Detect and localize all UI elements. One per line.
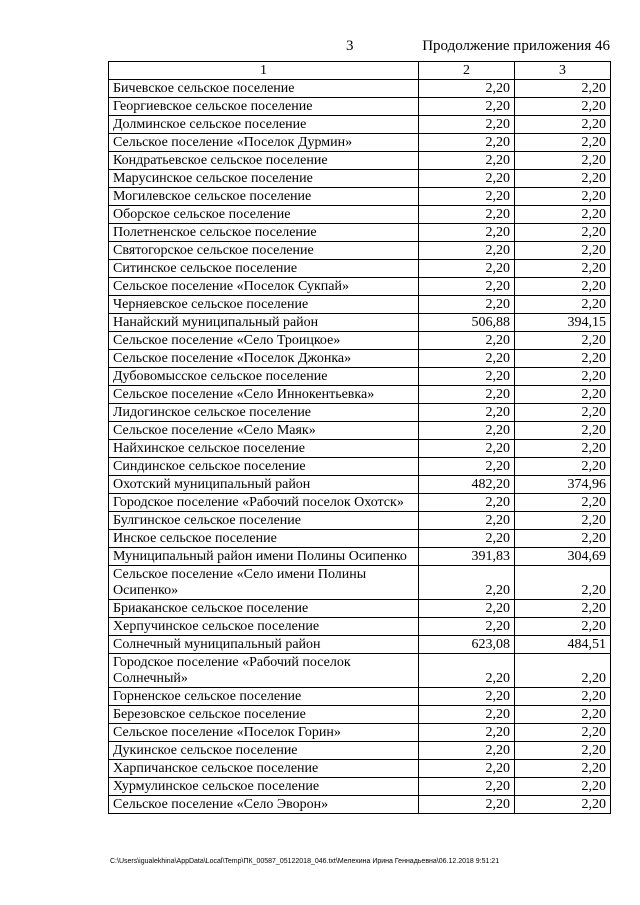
table-row — [109, 706, 611, 724]
cell-value-2: 2,20 — [419, 224, 515, 242]
cell-value-3: 2,20 — [515, 706, 611, 724]
cell-value-2: 2,20 — [419, 170, 515, 188]
cell-value-2: 2,20 — [419, 206, 515, 224]
cell-value-2: 2,20 — [419, 458, 515, 476]
cell-value-2: 2,20 — [419, 98, 515, 116]
table-row — [109, 116, 611, 134]
cell-name: Охотский муниципальный район — [109, 476, 419, 494]
cell-value-3: 2,20 — [515, 188, 611, 206]
cell-name: Сельское поселение «Поселок Сукпай» — [109, 278, 419, 296]
cell-value-3: 2,20 — [515, 422, 611, 440]
cell-value-3: 2,20 — [515, 530, 611, 548]
cell-name: Сельское поселение «Поселок Горин» — [109, 724, 419, 742]
cell-name: Горненское сельское поселение — [109, 688, 419, 706]
cell-name: Георгиевское сельское поселение — [109, 98, 419, 116]
table-row — [109, 422, 611, 440]
cell-value-3: 2,20 — [515, 440, 611, 458]
cell-value-3: 2,20 — [515, 724, 611, 742]
cell-name: Найхинское сельское поселение — [109, 440, 419, 458]
cell-name: Ситинское сельское поселение — [109, 260, 419, 278]
cell-value-2: 2,20 — [419, 494, 515, 512]
table-row — [109, 654, 611, 688]
table-row — [109, 188, 611, 206]
cell-value-2: 2,20 — [419, 404, 515, 422]
cell-value-2: 2,20 — [419, 742, 515, 760]
cell-name: Сельское поселение «Село Иннокентьевка» — [109, 386, 419, 404]
table-row — [109, 314, 611, 332]
cell-name: Солнечный муниципальный район — [109, 636, 419, 654]
cell-name: Березовское сельское поселение — [109, 706, 419, 724]
cell-value-3: 2,20 — [515, 404, 611, 422]
table-row — [109, 332, 611, 350]
cell-value-3: 2,20 — [515, 224, 611, 242]
table-row — [109, 152, 611, 170]
cell-value-2: 2,20 — [419, 706, 515, 724]
cell-value-2: 2,20 — [419, 368, 515, 386]
cell-value-2: 2,20 — [419, 530, 515, 548]
table-row — [109, 688, 611, 706]
cell-value-2: 2,20 — [419, 618, 515, 636]
table-row — [109, 404, 611, 422]
cell-name: Сельское поселение «Поселок Джонка» — [109, 350, 419, 368]
cell-value-3: 484,51 — [515, 636, 611, 654]
table-row — [109, 368, 611, 386]
cell-name: Городское поселение «Рабочий поселок Охотск» — [109, 494, 419, 512]
table-row — [109, 350, 611, 368]
table-row — [109, 260, 611, 278]
cell-value-2: 2,20 — [419, 134, 515, 152]
cell-value-3: 304,69 — [515, 548, 611, 566]
cell-value-3: 2,20 — [515, 760, 611, 778]
cell-value-3: 2,20 — [515, 618, 611, 636]
cell-value-2: 2,20 — [419, 332, 515, 350]
cell-name: Сельское поселение «Поселок Дурмин» — [109, 134, 419, 152]
cell-name: Долминское сельское поселение — [109, 116, 419, 134]
cell-value-3: 2,20 — [515, 386, 611, 404]
cell-value-2: 2,20 — [419, 688, 515, 706]
cell-name: Булгинское сельское поселение — [109, 512, 419, 530]
cell-value-2: 2,20 — [419, 422, 515, 440]
table-header-row — [109, 62, 611, 80]
cell-value-3: 2,20 — [515, 778, 611, 796]
table-row — [109, 600, 611, 618]
cell-value-2: 2,20 — [419, 600, 515, 618]
cell-value-2: 2,20 — [419, 796, 515, 814]
cell-value-3: 2,20 — [515, 600, 611, 618]
cell-value-3: 2,20 — [515, 116, 611, 134]
cell-name: Лидогинское сельское поселение — [109, 404, 419, 422]
cell-value-2: 2,20 — [419, 152, 515, 170]
table-row — [109, 278, 611, 296]
cell-name: Сельское поселение «Село имени Полины Осипенко» — [109, 566, 419, 600]
cell-value-2: 2,20 — [419, 512, 515, 530]
table-row — [109, 566, 611, 600]
cell-value-2: 2,20 — [419, 188, 515, 206]
cell-value-3: 2,20 — [515, 566, 611, 600]
cell-value-2: 2,20 — [419, 778, 515, 796]
table-row — [109, 206, 611, 224]
cell-name: Могилевское сельское поселение — [109, 188, 419, 206]
cell-name: Кондратьевское сельское поселение — [109, 152, 419, 170]
cell-name: Сельское поселение «Село Эворон» — [109, 796, 419, 814]
column-header-3: 3 — [515, 62, 611, 80]
cell-name: Инское сельское поселение — [109, 530, 419, 548]
cell-name: Нанайский муниципальный район — [109, 314, 419, 332]
cell-value-2: 2,20 — [419, 386, 515, 404]
table-row — [109, 494, 611, 512]
cell-name: Оборское сельское поселение — [109, 206, 419, 224]
cell-value-3: 2,20 — [515, 688, 611, 706]
cell-value-3: 2,20 — [515, 796, 611, 814]
cell-value-2: 391,83 — [419, 548, 515, 566]
cell-value-3: 2,20 — [515, 80, 611, 98]
cell-value-2: 2,20 — [419, 440, 515, 458]
cell-value-2: 2,20 — [419, 350, 515, 368]
footer-file-path: C:\Users\igualekhina\AppData\Local\Temp\ПК_00587_05122018_046.txt\Мелехина Ирина Геннадьевна\06.12.2018 9:51:21 — [110, 858, 500, 865]
table-row — [109, 386, 611, 404]
cell-value-3: 2,20 — [515, 98, 611, 116]
cell-value-3: 2,20 — [515, 654, 611, 688]
table-row — [109, 724, 611, 742]
table-row — [109, 760, 611, 778]
cell-name: Дубовомысское сельское поселение — [109, 368, 419, 386]
table-row — [109, 796, 611, 814]
cell-name: Святогорское сельское поселение — [109, 242, 419, 260]
table-row — [109, 458, 611, 476]
cell-value-3: 2,20 — [515, 350, 611, 368]
cell-value-3: 2,20 — [515, 368, 611, 386]
cell-value-3: 2,20 — [515, 332, 611, 350]
page-number: 3 — [346, 38, 354, 54]
cell-name: Городское поселение «Рабочий поселок Солнечный» — [109, 654, 419, 688]
cell-name: Харпичанское сельское поселение — [109, 760, 419, 778]
table-row — [109, 224, 611, 242]
table-row — [109, 242, 611, 260]
cell-name: Полетненское сельское поселение — [109, 224, 419, 242]
cell-value-3: 2,20 — [515, 494, 611, 512]
table-row — [109, 80, 611, 98]
table-row — [109, 778, 611, 796]
table-row — [109, 134, 611, 152]
cell-name: Хурмулинское сельское поселение — [109, 778, 419, 796]
cell-value-2: 2,20 — [419, 760, 515, 778]
table-row — [109, 530, 611, 548]
cell-value-3: 2,20 — [515, 296, 611, 314]
cell-value-3: 2,20 — [515, 242, 611, 260]
cell-name: Сельское поселение «Село Троицкое» — [109, 332, 419, 350]
table-row — [109, 98, 611, 116]
table-row — [109, 440, 611, 458]
cell-name: Бриаканское сельское поселение — [109, 600, 419, 618]
allocation-table — [108, 61, 611, 814]
cell-value-2: 623,08 — [419, 636, 515, 654]
cell-value-2: 2,20 — [419, 260, 515, 278]
cell-value-2: 506,88 — [419, 314, 515, 332]
cell-value-3: 2,20 — [515, 170, 611, 188]
cell-value-2: 2,20 — [419, 566, 515, 600]
table-row — [109, 476, 611, 494]
cell-name: Марусинское сельское поселение — [109, 170, 419, 188]
table-body — [109, 80, 611, 814]
table-row — [109, 548, 611, 566]
table-row — [109, 170, 611, 188]
cell-value-2: 2,20 — [419, 80, 515, 98]
cell-value-3: 2,20 — [515, 206, 611, 224]
cell-value-3: 2,20 — [515, 278, 611, 296]
cell-value-2: 2,20 — [419, 724, 515, 742]
cell-value-3: 394,15 — [515, 314, 611, 332]
cell-value-3: 2,20 — [515, 152, 611, 170]
cell-value-2: 2,20 — [419, 242, 515, 260]
table-row — [109, 618, 611, 636]
cell-value-3: 2,20 — [515, 134, 611, 152]
cell-value-3: 374,96 — [515, 476, 611, 494]
cell-value-2: 2,20 — [419, 296, 515, 314]
cell-name: Дукинское сельское поселение — [109, 742, 419, 760]
cell-name: Синдинское сельское поселение — [109, 458, 419, 476]
table-row — [109, 636, 611, 654]
cell-value-3: 2,20 — [515, 512, 611, 530]
table-row — [109, 296, 611, 314]
cell-value-3: 2,20 — [515, 458, 611, 476]
table-row — [109, 742, 611, 760]
cell-name: Сельское поселение «Село Маяк» — [109, 422, 419, 440]
cell-value-2: 482,20 — [419, 476, 515, 494]
cell-name: Херпучинское сельское поселение — [109, 618, 419, 636]
column-header-2: 2 — [419, 62, 515, 80]
appendix-continuation-title: Продолжение приложения 46 — [422, 38, 610, 54]
cell-value-3: 2,20 — [515, 742, 611, 760]
cell-value-2: 2,20 — [419, 278, 515, 296]
cell-name: Черняевское сельское поселение — [109, 296, 419, 314]
cell-value-2: 2,20 — [419, 116, 515, 134]
column-header-1: 1 — [109, 62, 419, 80]
cell-value-2: 2,20 — [419, 654, 515, 688]
cell-value-3: 2,20 — [515, 260, 611, 278]
cell-name: Муниципальный район имени Полины Осипенко — [109, 548, 419, 566]
table-row — [109, 512, 611, 530]
cell-name: Бичевское сельское поселение — [109, 80, 419, 98]
